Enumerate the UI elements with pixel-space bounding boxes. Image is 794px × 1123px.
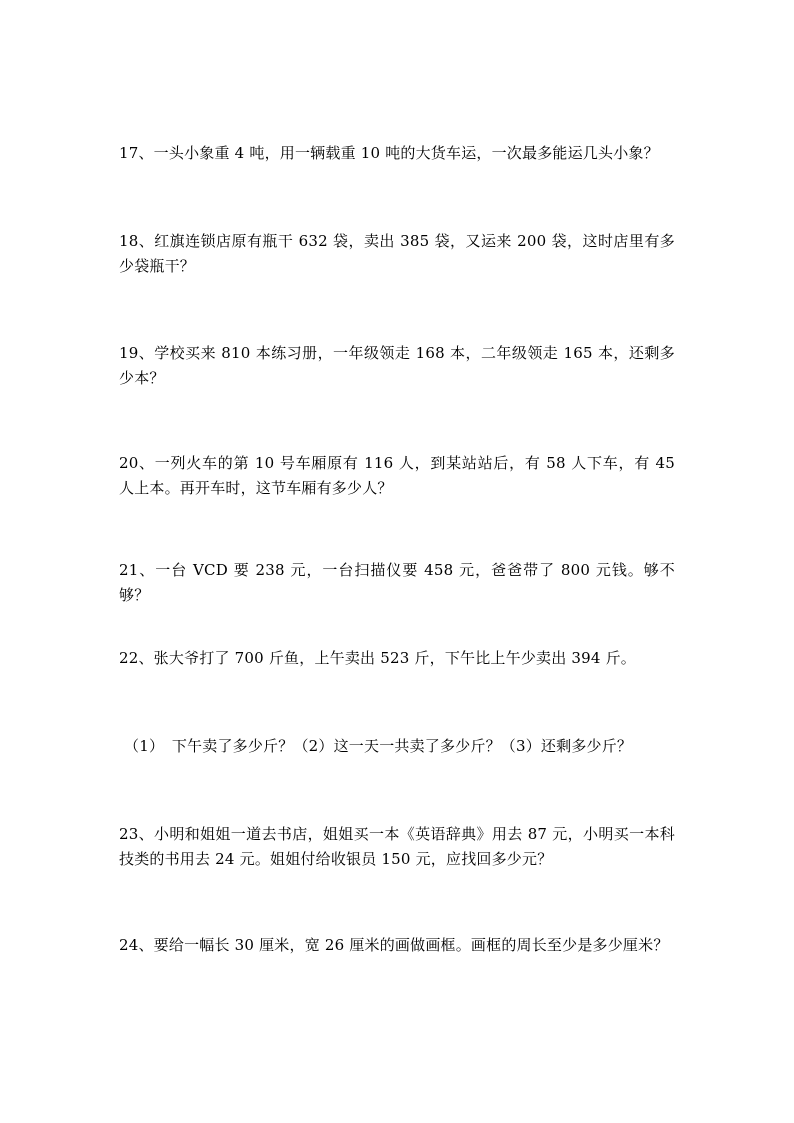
question-17: 17、一头小象重 4 吨，用一辆载重 10 吨的大货车运，一次最多能运几头小象？ — [119, 144, 659, 162]
question-24: 24、要给一幅长 30 厘米，宽 26 厘米的画做画框。画框的周长至少是多少厘米？ — [119, 936, 669, 954]
question-21: 21、一台 VCD 要 238 元，一台扫描仪要 458 元，爸爸带了 800 元钱。够不够？ — [119, 561, 675, 604]
question-20: 20、一列火车的第 10 号车厢原有 116 人，到某站站后，有 58 人下车，有 45 人上本。再开车时，这节车厢有多少人？ — [119, 454, 675, 497]
question-19: 19、学校买来 810 本练习册，一年级领走 168 本，二年级领走 165 本，还剩多少本？ — [119, 344, 675, 387]
question-22: 22、张大爷打了 700 斤鱼，上午卖出 523 斤，下午比上午少卖出 394 斤。 — [119, 649, 636, 667]
question-23: 23、小明和姐姐一道去书店，姐姐买一本《英语辞典》用去 87 元，小明买一本科技类的书用去 24 元。姐姐付给收银员 150 元，应找回多少元？ — [119, 825, 675, 868]
question-22-subparts: （1） 下午卖了多少斤？（2）这一天一共卖了多少斤？（3）还剩多少斤？ — [124, 737, 633, 755]
question-18: 18、红旗连锁店原有瓶干 632 袋，卖出 385 袋，又运来 200 袋，这时店里有多少袋瓶干？ — [119, 232, 675, 275]
